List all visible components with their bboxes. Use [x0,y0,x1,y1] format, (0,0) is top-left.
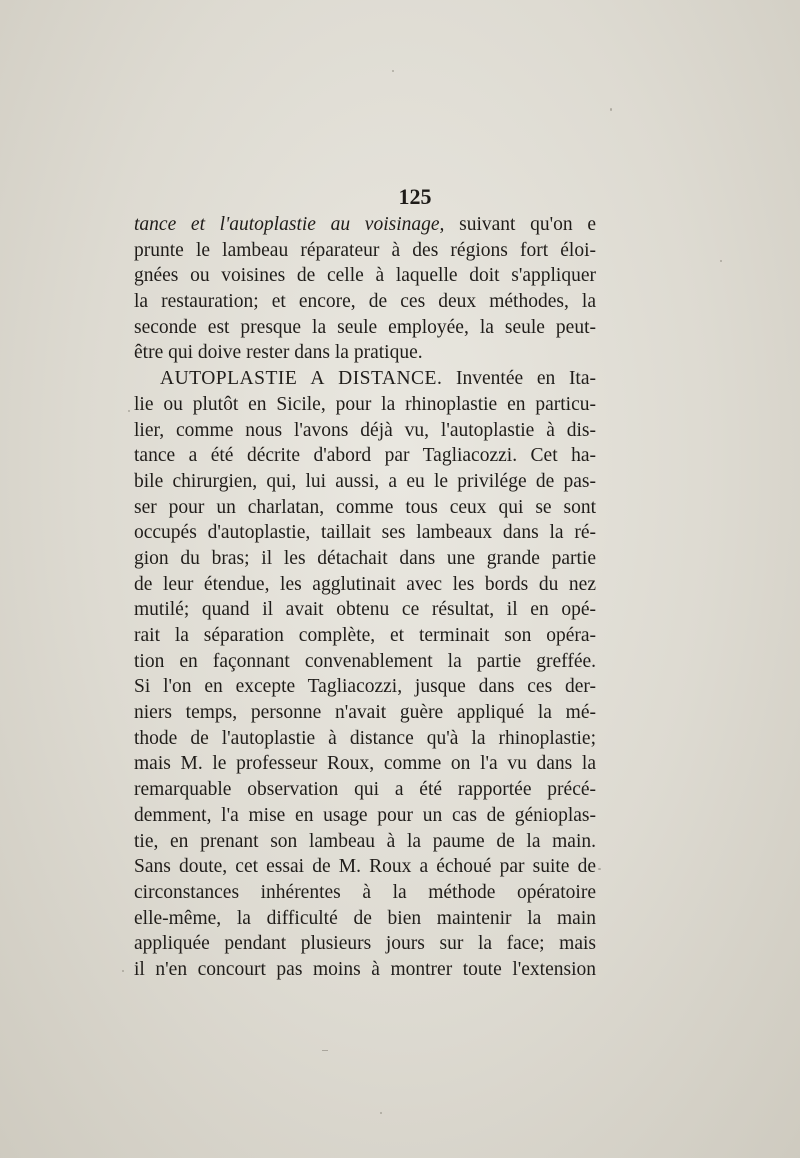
text-line-27: circonstances inhérentes à la méthode opératoire [134,881,596,903]
paper-speck [598,868,601,870]
text-line-8: lie ou plutôt en Sicile, pour la rhinoplastie en particu- [134,393,596,415]
text-line-4: la restauration; et encore, de ces deux méthodes, la [134,291,596,313]
text-line-22: mais M. le professeur Roux, comme on l'a vu dans la [134,753,596,775]
text-line-24: demment, l'a mise en usage pour un cas de génioplas- [134,804,596,826]
text-line-28: elle-même, la difficulté de bien maintenir la main [134,907,596,929]
text-line-6: être qui doive rester dans la pratique. [134,342,423,364]
paper-speck [380,1112,382,1114]
text-line-1: tance et l'autoplastie au voisinage, suivant qu'on e [134,214,596,235]
text-line-10: tance a été décrite d'abord par Tagliacozzi. Cet ha- [134,445,596,467]
text-line-12: ser pour un charlatan, comme tous ceux qui se sont [134,496,596,518]
text-line-19: Si l'on en excepte Tagliacozzi, jusque dans ces der- [134,676,596,698]
paper-speck [392,70,394,72]
text-line-25: tie, en prenant son lambeau à la paume de la main. [134,830,596,852]
text-line-9: lier, comme nous l'avons déjà vu, l'autoplastie à dis- [134,419,596,441]
paper-speck [322,1050,328,1051]
text-line-15: de leur étendue, les agglutinait avec les bords du nez [134,573,596,595]
paper-speck [128,410,130,412]
paper-speck [122,970,124,972]
text-line-5: seconde est presque la seule employée, la seule peut- [134,316,596,338]
text-line-13: occupés d'autoplastie, taillait ses lambeaux dans la ré- [134,522,596,544]
text-line-14: gion du bras; il les détachait dans une grande partie [134,547,596,569]
section-heading: AUTOPLASTIE A DISTANCE. [160,368,443,390]
text-line-29: appliquée pendant plusieurs jours sur la face; mais [134,933,596,955]
text-line-30: il n'en concourt pas moins à montrer toute l'extension [134,958,596,980]
text-line-21: thode de l'autoplastie à distance qu'à la rhinoplastie; [134,727,596,749]
text-line-18: tion en façonnant convenablement la partie greffée. [134,650,596,672]
text-line-17: rait la séparation complète, et terminait son opéra- [134,625,596,646]
text-line-2: prunte le lambeau réparateur à des régions fort éloi- [134,239,596,261]
page-number: 125 [398,184,432,209]
paper-speck [610,108,612,111]
text-line-16: mutilé; quand il avait obtenu ce résultat, il en opé- [134,599,596,621]
text-line-20: niers temps, personne n'avait guère appliqué la mé- [134,702,596,724]
paper-speck [720,260,722,262]
text-line-11: bile chirurgien, qui, lui aussi, a eu le privilége de pas- [134,470,596,492]
text-line-3: gnées ou voisines de celle à laquelle doit s'appliquer [134,265,596,287]
body-text [134,212,596,983]
text-line-23: remarquable observation qui a été rapportée précé- [134,779,596,801]
section-heading-line: AUTOPLASTIE A DISTANCE. Inventée en Ita- [160,368,596,390]
text-line-26: Sans doute, cet essai de M. Roux a échoué par suite de [134,856,596,878]
